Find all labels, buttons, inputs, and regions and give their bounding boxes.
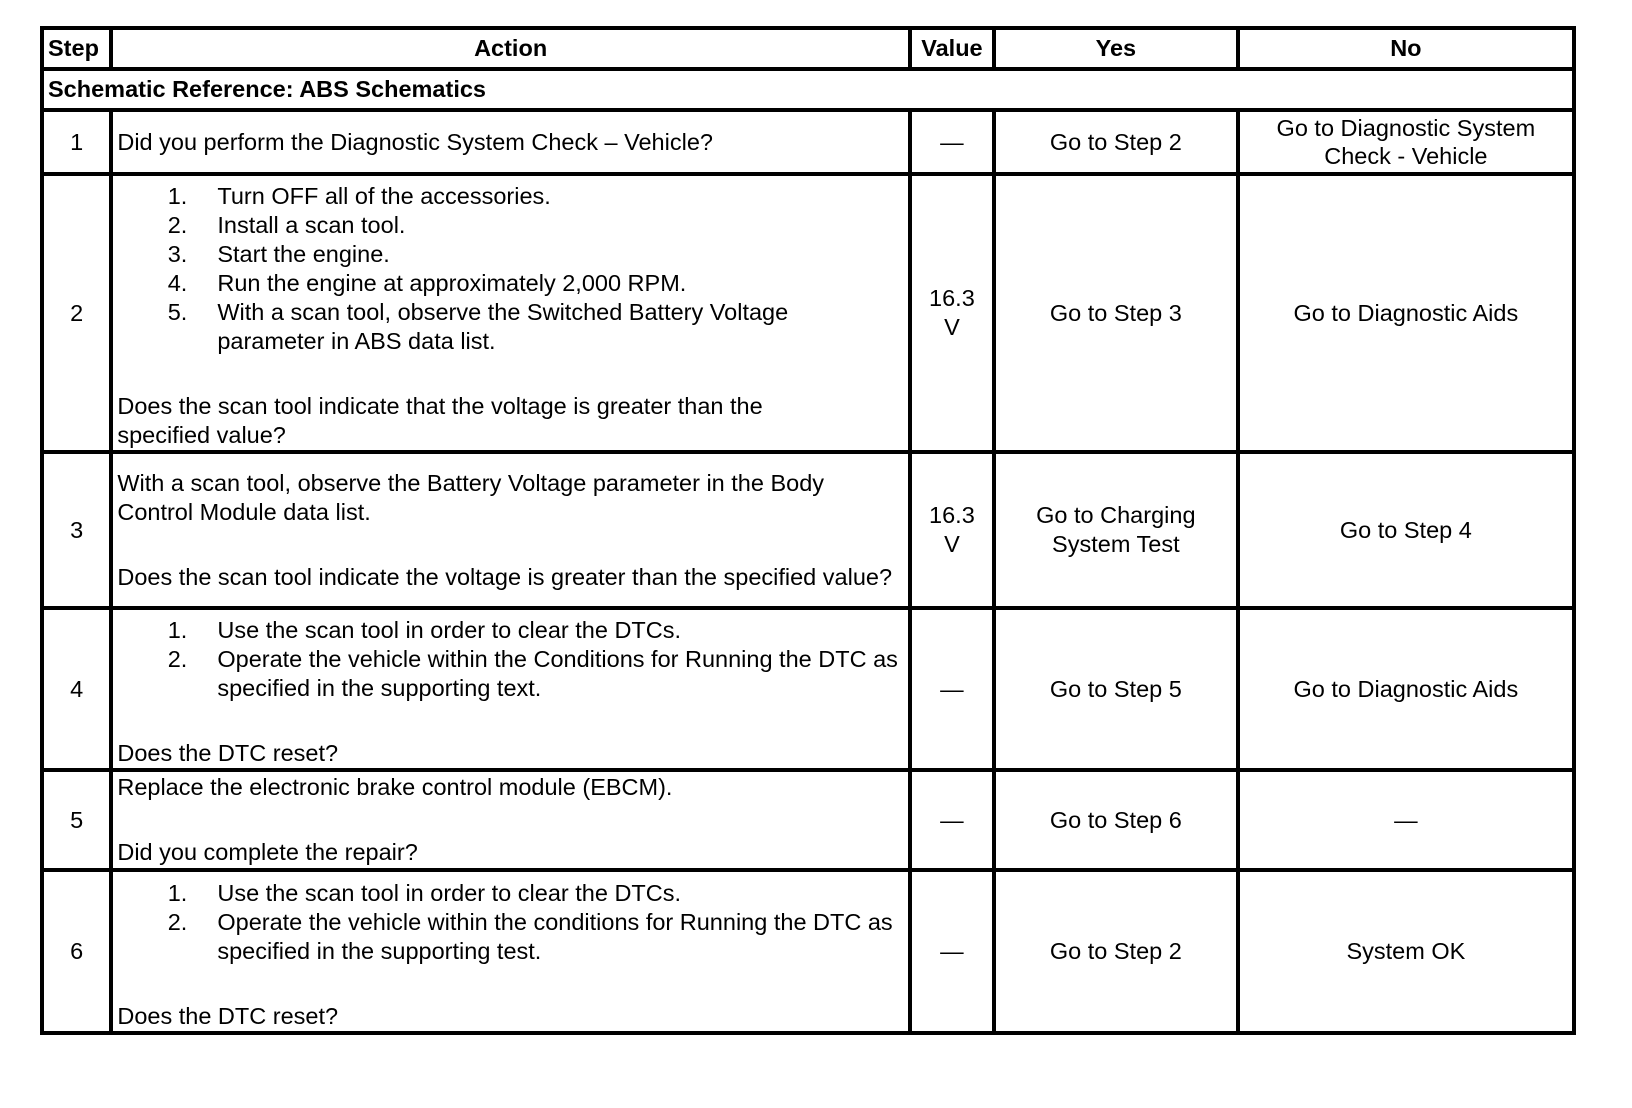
table-row	[42, 608, 1574, 770]
yes-cell: Go to Step 5	[994, 608, 1238, 770]
no-cell: Go to Diagnostic Aids	[1238, 608, 1574, 770]
action-question: Does the scan tool indicate the voltage is greater than the specified value?	[117, 563, 893, 590]
value-cell: 16.3 V	[910, 452, 994, 608]
no-cell: Go to Diagnostic System Check - Vehicle	[1238, 110, 1574, 174]
step-number: 2	[42, 174, 111, 452]
list-item: 1. Turn OFF all of the accessories.	[167, 183, 551, 209]
action-text: With a scan tool, observe the Battery Voltage parameter in the Body Control Module data list.	[117, 469, 825, 525]
action-question: Does the scan tool indicate that the voltage is greater than the specified value?	[117, 393, 763, 448]
list-item: 5. With a scan tool, observe the Switched Battery Voltage parameter in ABS data list.	[167, 299, 789, 354]
value-cell: —	[910, 608, 994, 770]
step-number: 5	[42, 770, 111, 870]
yes-cell: Go to Step 2	[994, 110, 1238, 174]
action-steps-list	[117, 616, 904, 703]
step-number: 6	[42, 870, 111, 1033]
yes-cell: Go to Step 3	[994, 174, 1238, 452]
header-row	[42, 28, 1574, 69]
list-item: 4. Run the engine at approximately 2,000 RPM.	[167, 270, 687, 296]
action-cell	[111, 452, 910, 608]
action-cell	[111, 174, 910, 452]
step-number: 1	[42, 110, 111, 174]
action-question: Does the DTC reset?	[117, 740, 339, 766]
yes-cell: Go to Charging System Test	[994, 452, 1238, 608]
header-no: No	[1238, 28, 1574, 69]
list-item: 3. Start the engine.	[167, 241, 390, 267]
list-item: 2. Operate the vehicle within the Conditions for Running the DTC as specified in the supporting text.	[167, 646, 898, 701]
yes-cell: Go to Step 2	[994, 870, 1238, 1033]
schematic-reference-row	[42, 69, 1574, 110]
table-row	[42, 110, 1574, 174]
list-item: 1. Use the scan tool in order to clear the DTCs.	[167, 879, 682, 906]
value-cell: —	[910, 110, 994, 174]
action-cell	[111, 870, 910, 1033]
action-question: Did you complete the repair?	[117, 839, 418, 865]
table-row	[42, 174, 1574, 452]
list-item: 2. Operate the vehicle within the conditions for Running the DTC as specified in the supporting test.	[167, 908, 893, 964]
list-item: 1. Use the scan tool in order to clear the DTCs.	[167, 617, 682, 643]
step-number: 4	[42, 608, 111, 770]
header-value: Value	[910, 28, 994, 69]
list-item: 2. Install a scan tool.	[167, 212, 406, 238]
action-cell	[111, 110, 910, 174]
table-row	[42, 870, 1574, 1033]
action-cell	[111, 770, 910, 870]
schematic-reference: Schematic Reference: ABS Schematics	[42, 69, 1574, 110]
value-cell: —	[910, 770, 994, 870]
action-steps-list	[117, 182, 904, 356]
step-number: 3	[42, 452, 111, 608]
no-cell: System OK	[1238, 870, 1574, 1033]
action-question: Does the DTC reset?	[117, 1002, 339, 1029]
action-steps-list	[117, 879, 904, 966]
table-row	[42, 770, 1574, 870]
header-step: Step	[42, 28, 111, 69]
action-text: Replace the electronic brake control module (EBCM).	[117, 774, 673, 800]
table-row	[42, 452, 1574, 608]
yes-cell: Go to Step 6	[994, 770, 1238, 870]
diagnostic-table	[40, 26, 1576, 1035]
value-cell: 16.3 V	[910, 174, 994, 452]
action-cell	[111, 608, 910, 770]
action-text: Did you perform the Diagnostic System Check – Vehicle?	[117, 128, 713, 155]
value-cell: —	[910, 870, 994, 1033]
header-yes: Yes	[994, 28, 1238, 69]
no-cell: Go to Step 4	[1238, 452, 1574, 608]
no-cell: —	[1238, 770, 1574, 870]
header-action: Action	[111, 28, 910, 69]
no-cell: Go to Diagnostic Aids	[1238, 174, 1574, 452]
